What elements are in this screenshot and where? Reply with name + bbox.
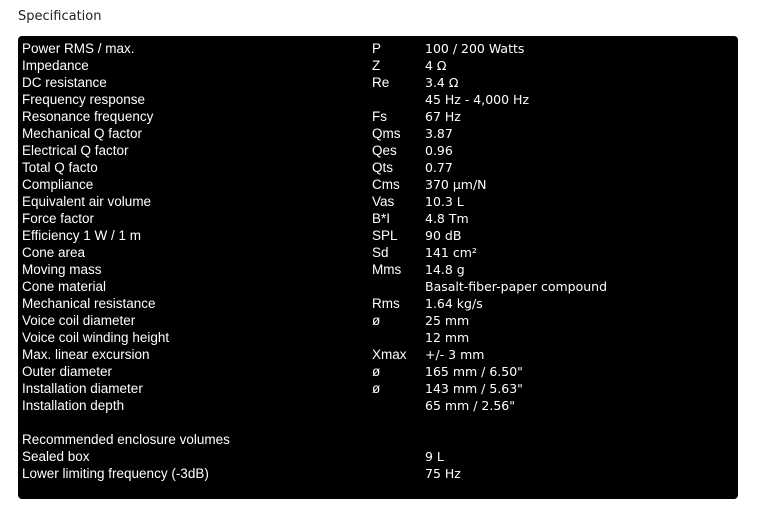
spec-label: Electrical Q factor [22,143,129,158]
spec-label: DC resistance [22,75,107,90]
spec-symbol: Rms [372,296,400,311]
spec-label: Voice coil winding height [22,330,170,345]
spec-symbol: Vas [372,194,395,209]
spec-label: Max. linear excursion [22,347,150,362]
spec-value: +/- 3 mm [425,347,485,362]
spec-value: 3.87 [425,126,453,141]
spec-symbol: ø [372,381,381,396]
spec-symbol: Cms [372,177,400,192]
spec-value: 65 mm / 2.56" [425,398,515,413]
spec-label: Frequency response [22,92,146,107]
spec-value: 10.3 L [425,194,464,209]
spec-symbol: SPL [372,228,398,243]
spec-label: Cone material [22,279,107,294]
spec-value: 100 / 200 Watts [425,41,525,56]
spec-value: 14.8 g [425,262,465,277]
spec-value: 25 mm [425,313,470,328]
spec-label: Mechanical resistance [22,296,156,311]
spec-symbol: Qms [372,126,401,141]
spec-value: 45 Hz - 4,000 Hz [425,92,530,107]
spec-label: Outer diameter [22,364,113,379]
spec-label: Cone area [22,245,86,260]
spec-value: 4.8 Tm [425,211,469,226]
spec-label: Force factor [22,211,95,226]
spec-label: Installation depth [22,398,125,413]
spec-symbol: P [372,41,382,56]
spec-symbol: B*I [372,211,391,226]
enclosure-label: Lower limiting frequency (-3dB) [22,466,209,481]
spec-value: 12 mm [425,330,470,345]
spec-table [18,36,738,499]
enclosure-label: Sealed box [22,449,90,464]
spec-symbol: ø [372,313,381,328]
spec-label: Impedance [22,58,89,73]
enclosure-heading: Recommended enclosure volumes [22,432,230,447]
spec-value: 90 dB [425,228,462,243]
spec-symbol: Fs [372,109,387,124]
spec-value: 141 cm² [425,245,477,260]
spec-label: Compliance [22,177,94,192]
spec-label: Moving mass [22,262,102,277]
spec-value: Basalt-fiber-paper compound [425,279,608,294]
spec-label: Installation diameter [22,381,143,396]
spec-value: 165 mm / 6.50" [425,364,523,379]
spec-symbol: ø [372,364,381,379]
spec-value: 3.4 Ω [425,75,459,90]
spec-value: 0.96 [425,143,453,158]
spec-symbol: Sd [372,245,389,260]
spec-symbol: Xmax [372,347,407,362]
spec-value: 67 Hz [425,109,461,124]
spec-value: 143 mm / 5.63" [425,381,523,396]
enclosure-value: 75 Hz [425,466,461,481]
spec-label: Voice coil diameter [22,313,136,328]
spec-value: 4 Ω [425,58,447,73]
spec-label: Total Q facto [22,160,98,175]
spec-label: Efficiency 1 W / 1 m [22,228,142,243]
spec-symbol: Qts [372,160,394,175]
spec-value: 1.64 kg/s [425,296,483,311]
spec-symbol: Qes [372,143,397,158]
spec-label: Mechanical Q factor [22,126,143,141]
spec-label: Power RMS / max. [22,41,135,56]
spec-symbol: Z [372,58,381,73]
spec-symbol: Mms [372,262,402,277]
spec-label: Resonance frequency [22,109,154,124]
spec-value: 0.77 [425,160,453,175]
spec-label: Equivalent air volume [22,194,152,209]
section-heading: Specification [18,9,102,24]
spec-symbol: Re [372,75,390,90]
enclosure-value: 9 L [425,449,444,464]
spec-value: 370 µm/N [425,177,487,192]
